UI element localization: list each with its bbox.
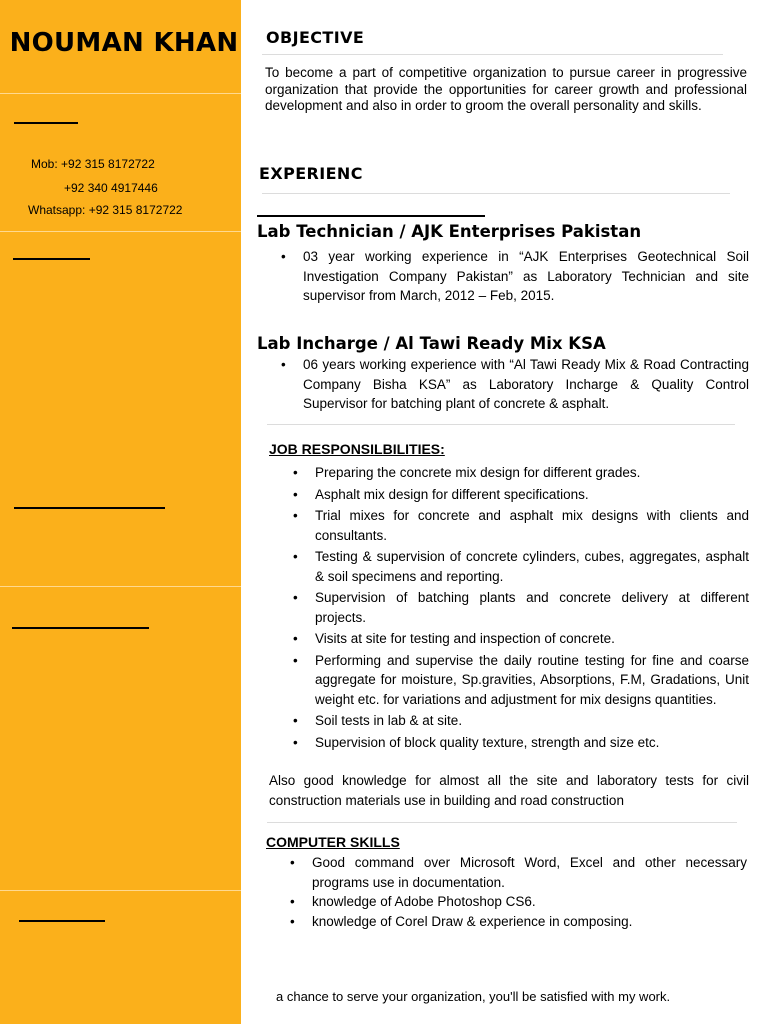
responsibility-text: Testing & supervision of concrete cylinders, cubes, aggregates, asphalt & soil specimens and reporting. bbox=[315, 549, 749, 584]
experience-rule bbox=[262, 193, 730, 194]
bullet-icon: • bbox=[293, 486, 298, 502]
sidebar-divider bbox=[0, 586, 241, 587]
responsibility-text: Asphalt mix design for different specifications. bbox=[315, 486, 589, 502]
list-item bbox=[293, 651, 749, 710]
responsibilities-list bbox=[293, 463, 749, 752]
closing-statement: a chance to serve your organization, you'll be satisfied with my work. bbox=[276, 989, 671, 1004]
bullet-icon: • bbox=[281, 357, 286, 372]
bullet-icon: • bbox=[290, 913, 295, 929]
responsibilities-top-rule bbox=[267, 424, 735, 425]
bullet-icon: • bbox=[293, 652, 298, 668]
bullet-icon: • bbox=[293, 734, 298, 750]
bullet-icon: • bbox=[293, 631, 298, 646]
list-item bbox=[293, 547, 749, 586]
skill-text: knowledge of Corel Draw & experience in composing. bbox=[312, 913, 633, 929]
list-item bbox=[293, 485, 749, 505]
contact-whatsapp: Whatsapp: +92 315 8172722 bbox=[28, 203, 183, 217]
bullet-icon: • bbox=[293, 713, 298, 728]
job-title-2: Lab Incharge / Al Tawi Ready Mix KSA bbox=[257, 334, 606, 353]
list-item bbox=[290, 912, 747, 932]
computer-skills-list bbox=[290, 853, 747, 931]
sidebar-divider bbox=[0, 93, 241, 94]
list-item bbox=[290, 853, 747, 892]
responsibilities-heading: JOB RESPONSILBILITIES: bbox=[269, 441, 445, 457]
skill-text: knowledge of Adobe Photoshop CS6. bbox=[312, 894, 536, 909]
responsibility-text: Performing and supervise the daily routine testing for fine and coarse aggregate for moisture, Sp.gravities, Absorptions, F.M, Gradations, Unit weight etc. for variations and adjustment for mix designs quantities. bbox=[315, 652, 749, 707]
experience-heading: EXPERIENC bbox=[259, 164, 363, 183]
computer-skills-heading: COMPUTER SKILLS bbox=[266, 834, 400, 850]
responsibility-text: Supervision of batching plants and concrete delivery at different projects. bbox=[315, 590, 749, 625]
section-rule bbox=[19, 920, 105, 922]
bullet-icon: • bbox=[293, 549, 298, 564]
sidebar bbox=[0, 0, 241, 1024]
list-item bbox=[293, 711, 749, 731]
section-rule bbox=[14, 122, 78, 124]
list-item bbox=[293, 588, 749, 627]
section-rule bbox=[12, 627, 149, 629]
bullet-icon: • bbox=[290, 894, 295, 909]
responsibility-text: Visits at site for testing and inspection of concrete. bbox=[315, 631, 615, 646]
responsibility-text: Trial mixes for concrete and asphalt mix designs with clients and consultants. bbox=[315, 508, 749, 543]
bullet-icon: • bbox=[281, 249, 286, 264]
job-1-bullets bbox=[281, 247, 749, 306]
responsibility-text: Soil tests in lab & at site. bbox=[315, 713, 463, 728]
list-item bbox=[281, 355, 749, 414]
bullet-icon: • bbox=[290, 855, 295, 870]
list-item bbox=[293, 506, 749, 545]
list-item bbox=[281, 247, 749, 306]
responsibility-text: Preparing the concrete mix design for different grades. bbox=[315, 465, 641, 480]
contact-phone-2: +92 340 4917446 bbox=[64, 181, 158, 195]
job-1-bullet-text: 03 year working experience in “AJK Enterprises Geotechnical Soil Investigation Company Pakistan” as Laboratory Technician and site supervisor from March, 2012 – Feb, 2015. bbox=[303, 249, 749, 303]
job-2-bullets bbox=[281, 355, 749, 414]
contact-mobile: Mob: +92 315 8172722 bbox=[31, 157, 155, 171]
section-rule bbox=[14, 507, 165, 509]
candidate-name: NOUMAN KHAN bbox=[9, 28, 239, 58]
skill-text: Good command over Microsoft Word, Excel and other necessary programs use in documentation. bbox=[312, 855, 747, 890]
responsibilities-note: Also good knowledge for almost all the site and laboratory tests for civil construction materials use in building and road construction bbox=[269, 773, 749, 808]
bullet-icon: • bbox=[293, 465, 298, 480]
skills-top-rule bbox=[267, 822, 737, 823]
responsibility-text: Supervision of block quality texture, strength and size etc. bbox=[315, 734, 660, 750]
sidebar-divider bbox=[0, 890, 241, 891]
bullet-icon: • bbox=[293, 590, 298, 605]
objective-heading: OBJECTIVE bbox=[266, 28, 365, 47]
objective-text: To become a part of competitive organization to pursue career in progressive organization that provide the opportunities for career growth and professional development and also in order to groom the overall personality and skills. bbox=[265, 65, 747, 113]
experience-accent-rule bbox=[257, 215, 485, 217]
list-item bbox=[293, 463, 749, 483]
bullet-icon: • bbox=[293, 508, 298, 523]
job-title-1: Lab Technician / AJK Enterprises Pakistan bbox=[257, 222, 642, 241]
list-item bbox=[293, 629, 749, 649]
sidebar-divider bbox=[0, 231, 241, 232]
job-2-bullet-text: 06 years working experience with “Al Tawi Ready Mix & Road Contracting Company Bisha KSA” as Laboratory Incharge & Quality Control Supervisor for batching plant of concrete & asphalt. bbox=[303, 357, 749, 411]
list-item bbox=[293, 733, 749, 753]
section-rule bbox=[13, 258, 90, 260]
objective-rule bbox=[262, 54, 723, 55]
list-item bbox=[290, 892, 747, 912]
